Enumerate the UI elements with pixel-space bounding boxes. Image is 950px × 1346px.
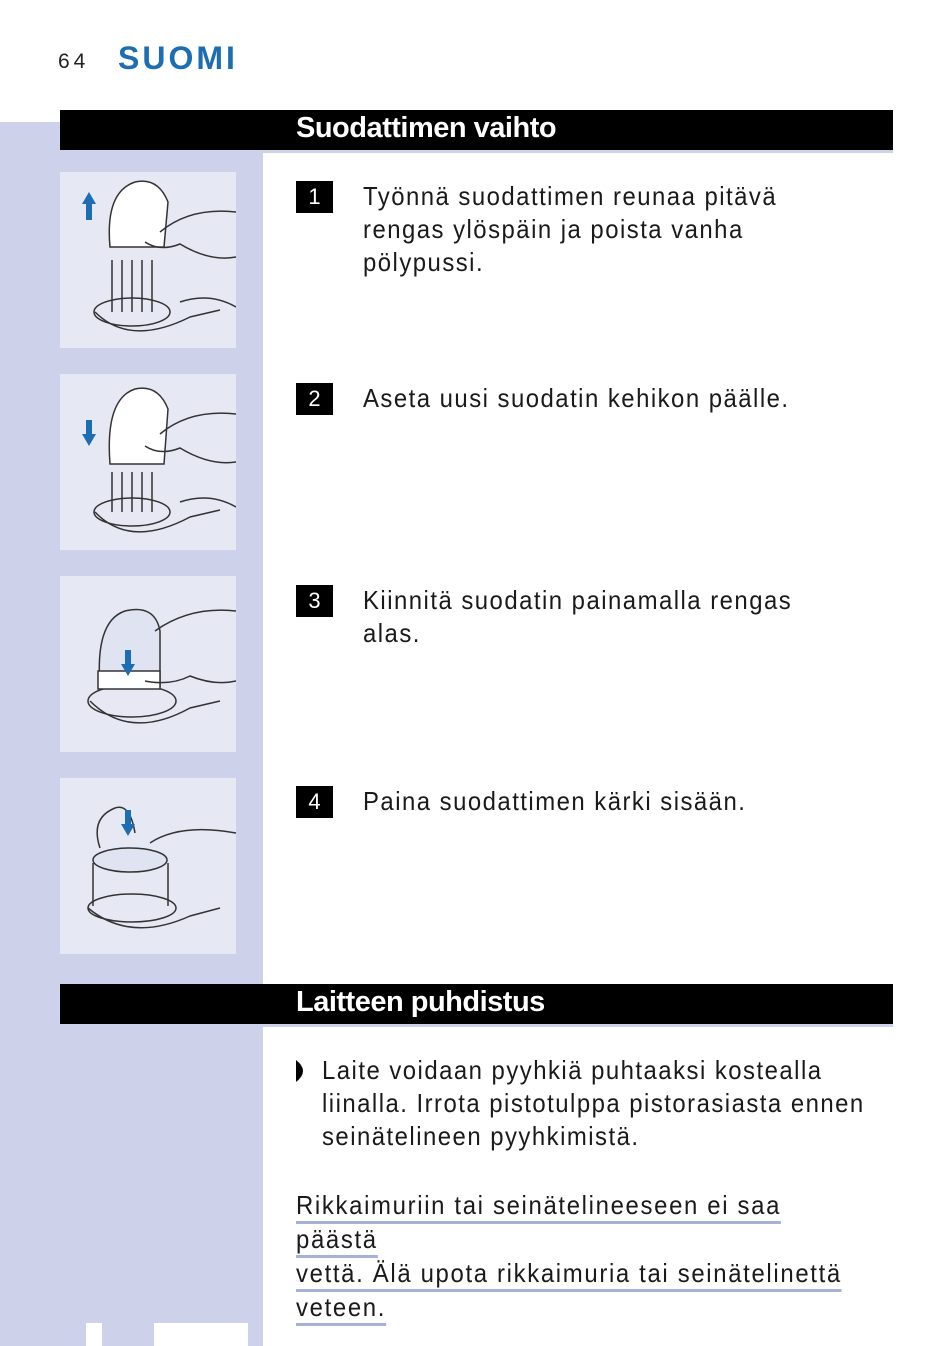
arrow-down-icon (82, 420, 96, 446)
warning-line: Rikkaimuriin tai seinätelineeseen ei saa päästä (296, 1190, 781, 1258)
footer-mark (154, 1323, 248, 1346)
section-title: Suodattimen vaihto (296, 112, 557, 144)
language-heading: SUOMI (118, 40, 238, 76)
footer-mark (86, 1323, 102, 1346)
page-number: 64 (58, 50, 90, 73)
step-number-2: 2 (296, 383, 333, 415)
step-text-2: Aseta uusi suodatin kehikon päälle. (363, 383, 790, 413)
section-title: Laitteen puhdistus (296, 986, 545, 1018)
illustration-step-4 (60, 778, 236, 954)
cleaning-instruction: Laite voidaan pyyhkiä puhtaaksi kostealla liinalla. Irrota pistotulppa pistorasiasta ennen seinätelineen pyyhkimistä. (322, 1055, 865, 1151)
step-number-3: 3 (296, 585, 333, 617)
warning-note (296, 1188, 866, 1324)
step-text-3: Kiinnitä suodatin painamalla rengas alas. (363, 585, 793, 648)
illustration-step-1 (60, 172, 236, 348)
warning-line: vettä. Älä upota rikkaimuria tai seinätelinettä (296, 1258, 842, 1292)
arrow-up-icon (82, 192, 96, 220)
section-header-cleaning (60, 984, 893, 1027)
illustration-step-2 (60, 374, 236, 550)
step-number-1: 1 (296, 181, 333, 213)
illustration-step-3 (60, 576, 236, 752)
section-header-filter (60, 110, 893, 153)
warning-line: veteen. (296, 1292, 386, 1326)
step-text-4: Paina suodattimen kärki sisään. (363, 786, 747, 816)
step-number-4: 4 (296, 786, 333, 818)
step-text-1: Työnnä suodattimen reunaa pitävä rengas ylöspäin ja poista vanha pölypussi. (363, 181, 778, 277)
bullet-icon (296, 1060, 310, 1082)
